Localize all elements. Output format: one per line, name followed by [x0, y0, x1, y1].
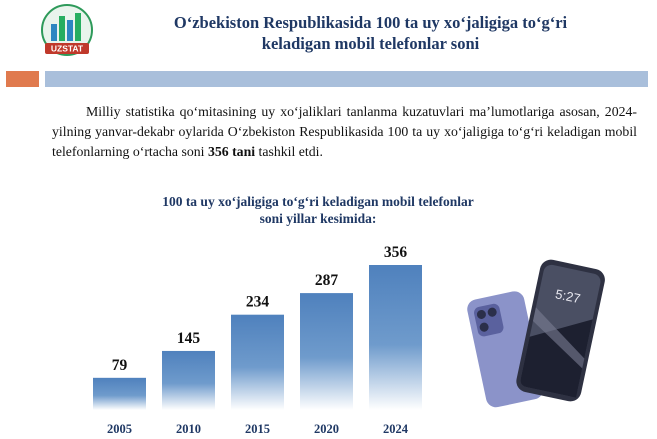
bar-2005 [93, 378, 146, 410]
intro-text-2: tashkil etdi. [255, 144, 323, 159]
bar-2010 [162, 351, 215, 410]
x-tick-2024: 2024 [383, 422, 408, 436]
intro-text-1: Milliy statistika qo‘mitasining uy xo‘jaliklari tanlanma kuzatuvlari ma’lumotlariga asosan, 2024-yilning yanvar-dekabr oylarida O‘zbekiston Respublikasida 100 ta uy xo‘jaligiga to‘g‘ri keladigan mobil telefonlarning o‘rtacha soni [52, 104, 637, 159]
bar-2024 [369, 265, 422, 410]
data-label-2005: 79 [111, 356, 128, 374]
chart-title-line-1: 100 ta uy xo‘jaligiga to‘g‘ri keladigan mobil telefonlar [162, 194, 474, 209]
data-label-2015: 234 [245, 293, 270, 311]
x-tick-2010: 2010 [176, 422, 201, 436]
data-label-2020: 287 [314, 272, 339, 290]
phone-illustration [465, 254, 615, 414]
bar-2015 [231, 315, 284, 410]
x-tick-2015: 2015 [245, 422, 270, 436]
x-tick-2020: 2020 [314, 422, 339, 436]
svg-text:UZSTAT: UZSTAT [50, 43, 84, 54]
phone-clock: 5:27 [553, 286, 582, 307]
page-title-line-2: keladigan mobil telefonlar soni [261, 34, 480, 53]
data-label-2024: 356 [383, 244, 408, 261]
x-tick-2005: 2005 [107, 422, 132, 436]
chart-title-line-2: soni yillar kesimida: [259, 211, 377, 226]
bar-2020 [300, 293, 353, 410]
data-label-2010: 145 [176, 329, 201, 347]
intro-highlight: 356 tani [207, 144, 256, 159]
page-title-line-1: O‘zbekiston Respublikasida 100 ta uy xo‘jaligiga to‘g‘ri [173, 13, 568, 32]
